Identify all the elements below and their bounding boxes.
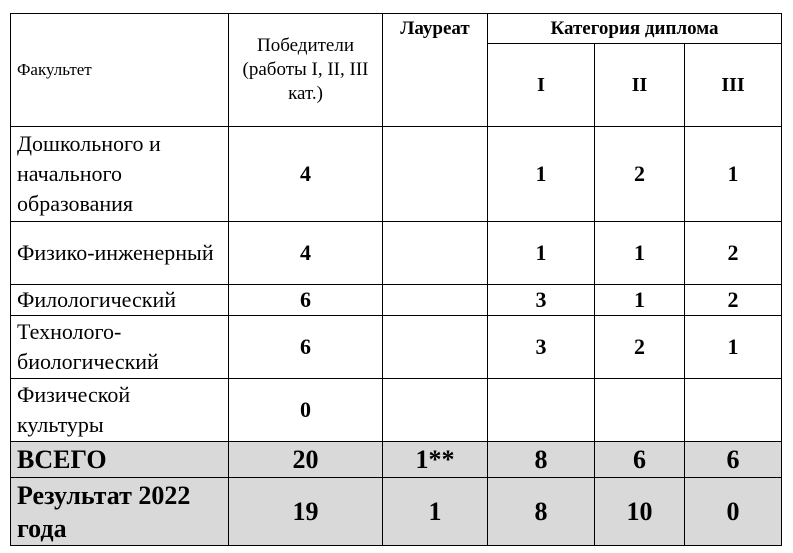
header-laureate: Лауреат: [383, 14, 488, 127]
total-category-2: 6: [595, 442, 685, 478]
category-3-count: [685, 379, 782, 442]
category-1-count: 1: [488, 222, 595, 285]
total-category-1: 8: [488, 442, 595, 478]
total-laureate: 1**: [383, 442, 488, 478]
winners-count: 6: [229, 316, 383, 379]
faculty-name: Дошкольного и начального образования: [11, 127, 229, 222]
winners-count: 4: [229, 222, 383, 285]
table-row: [11, 285, 782, 316]
category-1-count: [488, 379, 595, 442]
category-2-count: 1: [595, 285, 685, 316]
table-row: [11, 316, 782, 379]
category-3-count: 1: [685, 316, 782, 379]
laureate-count: [383, 222, 488, 285]
category-3-count: 2: [685, 222, 782, 285]
header-category-3: III: [685, 44, 782, 127]
category-3-count: 1: [685, 127, 782, 222]
header-category-2: II: [595, 44, 685, 127]
winners-count: 4: [229, 127, 383, 222]
header-category: Категория диплома: [488, 14, 782, 44]
table-row: [11, 222, 782, 285]
result-row: [11, 478, 782, 546]
faculty-name: Филологический: [11, 285, 229, 316]
result-label: Результат 2022 года: [11, 478, 229, 546]
category-2-count: 1: [595, 222, 685, 285]
laureate-count: [383, 316, 488, 379]
winners-count: 6: [229, 285, 383, 316]
result-laureate: 1: [383, 478, 488, 546]
total-winners: 20: [229, 442, 383, 478]
category-1-count: 3: [488, 285, 595, 316]
total-category-3: 6: [685, 442, 782, 478]
total-label: ВСЕГО: [11, 442, 229, 478]
category-2-count: 2: [595, 316, 685, 379]
faculty-name: Технолого-биологический: [11, 316, 229, 379]
laureate-count: [383, 127, 488, 222]
result-category-3: 0: [685, 478, 782, 546]
laureate-count: [383, 285, 488, 316]
laureate-count: [383, 379, 488, 442]
result-category-1: 8: [488, 478, 595, 546]
winners-count: 0: [229, 379, 383, 442]
category-1-count: 1: [488, 127, 595, 222]
result-winners: 19: [229, 478, 383, 546]
category-3-count: 2: [685, 285, 782, 316]
total-row: [11, 442, 782, 478]
faculty-name: Физической культуры: [11, 379, 229, 442]
table-row: [11, 127, 782, 222]
result-category-2: 10: [595, 478, 685, 546]
category-2-count: 2: [595, 127, 685, 222]
faculty-name: Физико-инженерный: [11, 222, 229, 285]
table-row: [11, 379, 782, 442]
category-1-count: 3: [488, 316, 595, 379]
header-row-top: [11, 14, 782, 44]
header-category-1: I: [488, 44, 595, 127]
header-winners: Победители (работы I, II, III кат.): [229, 14, 383, 127]
category-2-count: [595, 379, 685, 442]
results-table: [10, 13, 782, 546]
header-faculty: Факультет: [11, 14, 229, 127]
